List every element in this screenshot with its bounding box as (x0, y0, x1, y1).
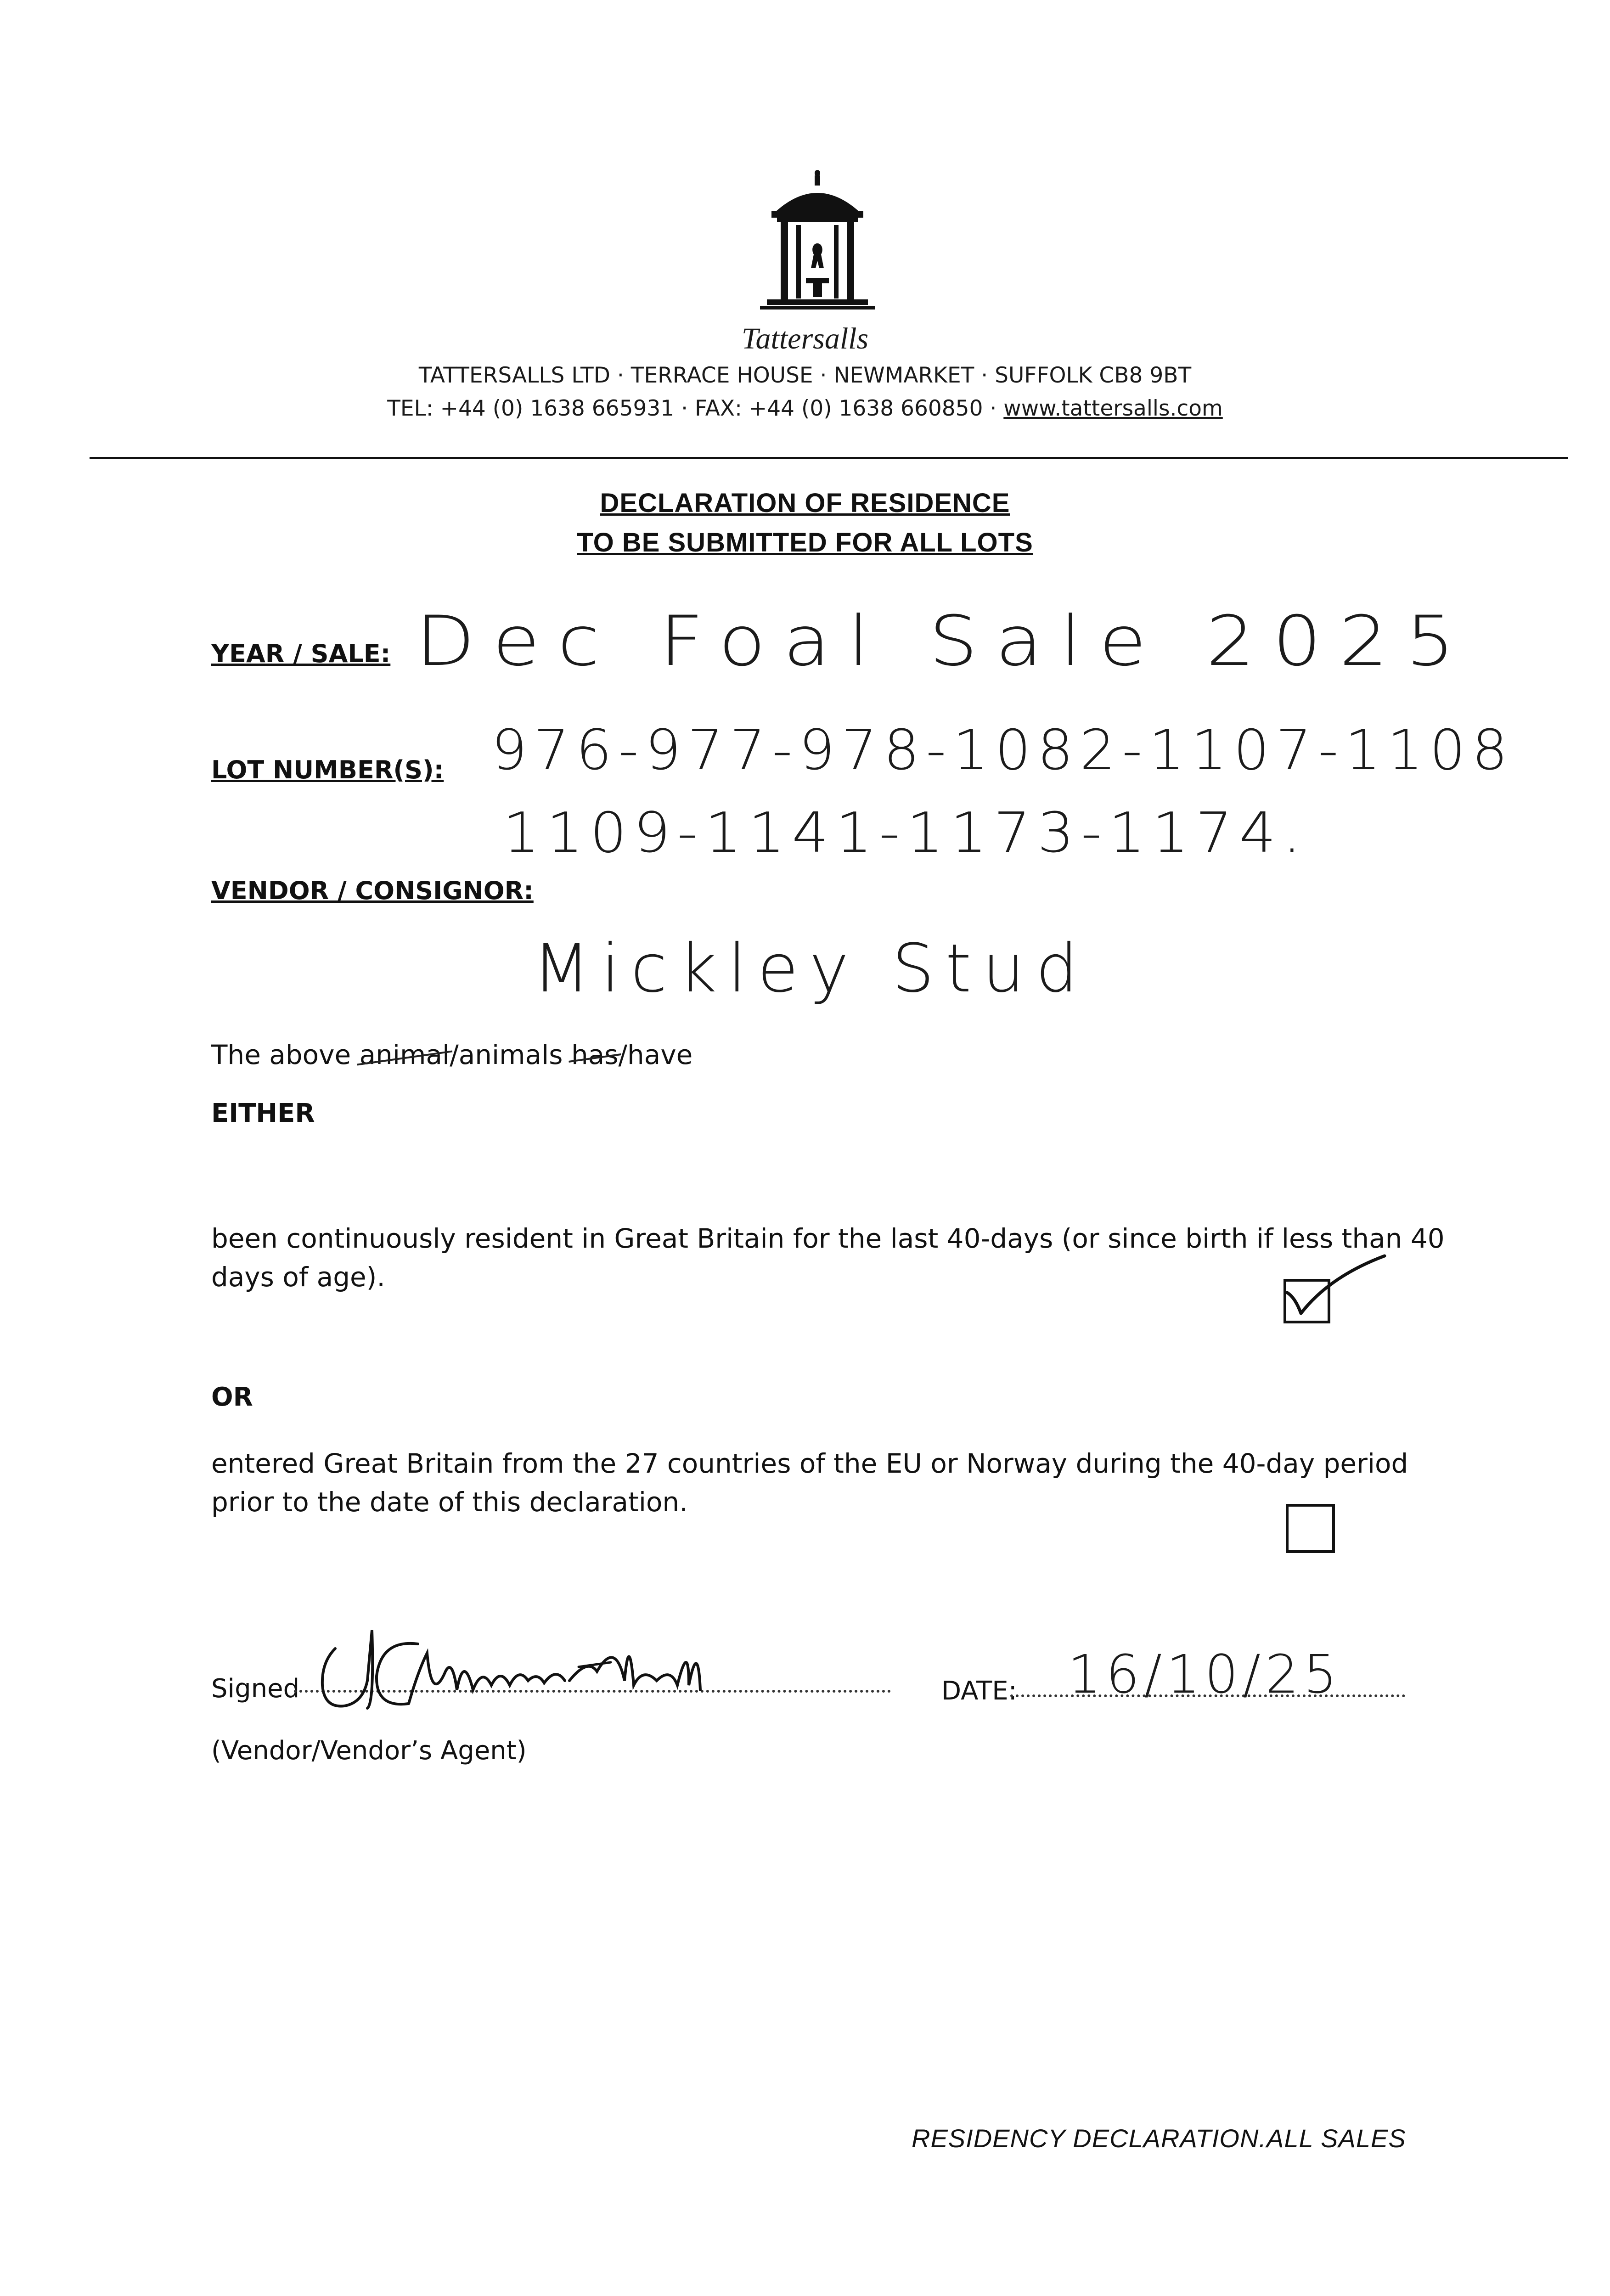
option1-text: been continuously resident in Great Britain for the last 40-days (or since birth if less than 40 days of age). (211, 1223, 1445, 1293)
tattersalls-rotunda-logo (749, 170, 886, 321)
form-subtitle: TO BE SUBMITTED FOR ALL LOTS (577, 528, 1033, 557)
option2-checkbox[interactable] (1286, 1504, 1335, 1553)
struck-has: has (571, 1039, 619, 1070)
struck-animal: animal (359, 1039, 450, 1070)
either-heading: EITHER (211, 1098, 315, 1128)
date-value: 16/10/25 (1068, 1644, 1342, 1705)
company-website-link[interactable]: www.tattersalls.com (1003, 396, 1223, 421)
company-phone-fax: TEL: +44 (0) 1638 665931 · FAX: +44 (0) 1638 660850 · (387, 396, 1004, 421)
footer-form-code: RESIDENCY DECLARATION.ALL SALES (912, 2124, 1406, 2153)
statement-intro (211, 1035, 692, 1074)
company-address: TATTERSALLS LTD · TERRACE HOUSE · NEWMARKET · SUFFOLK CB8 9BT (418, 363, 1192, 388)
vendor-consignor-value: Mickley Stud (533, 930, 1089, 1007)
lot-numbers-line2: 1109-1141-1173-1174. (503, 801, 1308, 865)
form-title: DECLARATION OF RESIDENCE (600, 488, 1010, 518)
year-sale-label: YEAR / SALE: (211, 639, 391, 668)
handwritten-signature (294, 1612, 771, 1727)
check-mark-icon (1274, 1249, 1389, 1332)
date-label: DATE: (941, 1676, 1017, 1706)
company-contact-line (0, 396, 1610, 421)
vendor-consignor-label: VENDOR / CONSIGNOR: (211, 876, 534, 905)
lot-numbers-label: LOT NUMBER(S): (211, 755, 444, 784)
statement-prefix: The above (211, 1039, 360, 1070)
brand-name: Tattersalls (741, 322, 869, 355)
statement-suffix: /have (618, 1039, 693, 1070)
option2-text: entered Great Britain from the 27 countries of the EU or Norway during the 40-day period prior to the date of this declaration. (211, 1448, 1408, 1518)
statement-mid: /animals (450, 1039, 571, 1070)
year-sale-value: Dec Foal Sale 2025 (416, 602, 1472, 681)
signer-role: (Vendor/Vendor’s Agent) (211, 1736, 527, 1766)
signed-label: Signed (211, 1674, 300, 1704)
lot-numbers-line1: 976-977-978-1082-1107-1108 (491, 719, 1514, 782)
or-heading: OR (211, 1382, 253, 1412)
header-divider (90, 457, 1568, 459)
